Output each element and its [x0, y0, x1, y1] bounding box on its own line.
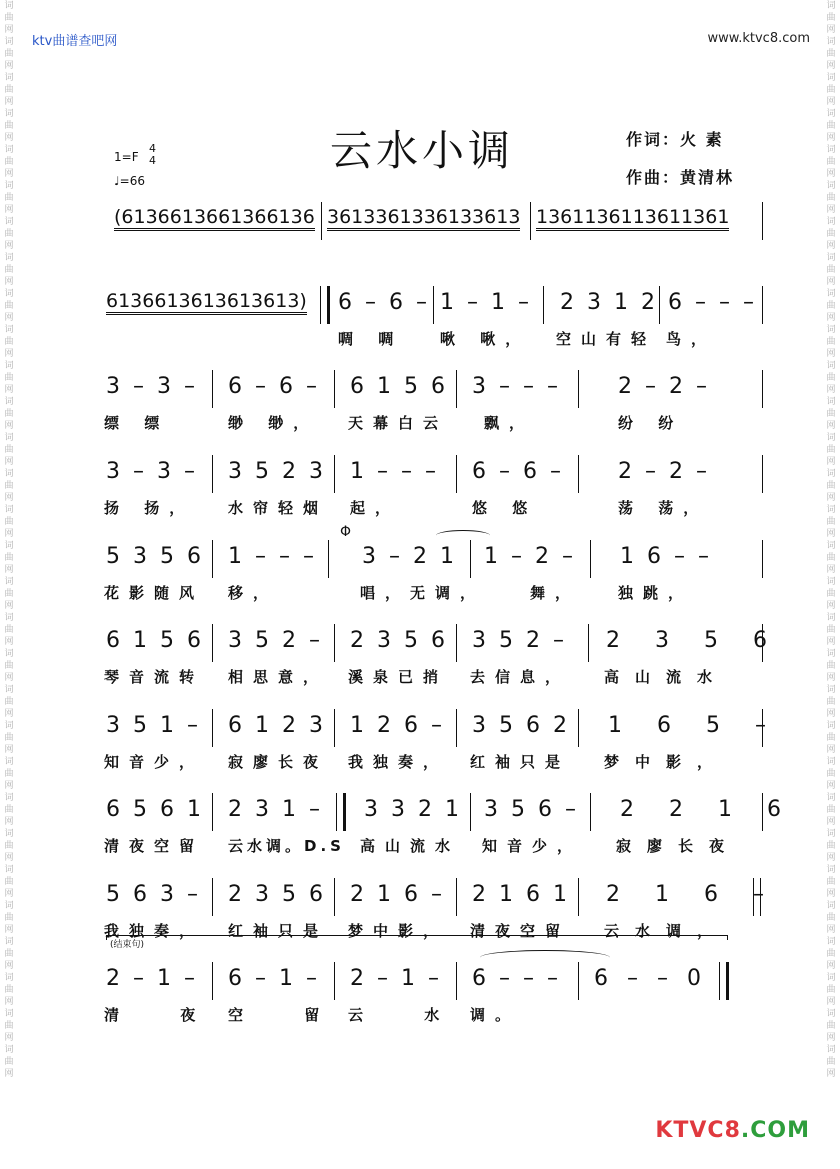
measure: 1 – – –	[350, 459, 439, 484]
lyric: 高山流水	[360, 837, 461, 855]
coda-bracket	[106, 935, 728, 940]
lyric: 扬 扬，	[104, 499, 195, 517]
lyric: 云水调。D.S	[228, 837, 345, 855]
music-row-7	[0, 797, 840, 857]
logo-tail: .COM	[740, 1118, 810, 1143]
measure: 6 – 6 –	[228, 374, 320, 399]
measure: 1 2 6 –	[350, 713, 445, 738]
lyric: 舞，	[530, 584, 581, 602]
lyric: 云 水	[348, 1006, 468, 1024]
measure: 3 – 2 1	[362, 544, 457, 569]
barline	[578, 962, 579, 1000]
barline	[543, 286, 544, 324]
lyric: 知音少，	[482, 837, 583, 855]
measure: 1 – 1 –	[440, 290, 532, 315]
intro-bar-1: (6136613661366136	[114, 206, 315, 231]
measure: 3 5 2 –	[228, 628, 323, 653]
logo-main: KTVC8	[655, 1118, 741, 1143]
measure: 2 3 5 6	[606, 628, 781, 653]
barline	[762, 793, 763, 831]
music-row-5	[0, 628, 840, 688]
barline	[578, 709, 579, 747]
music-row-9	[0, 966, 840, 1026]
barline	[456, 455, 457, 493]
lyric: 纷 纷	[618, 414, 684, 432]
measure: 1 6 5 –	[608, 713, 780, 738]
lyric: 清 夜	[104, 1006, 224, 1024]
intro-bar-4: 6136613613613613)	[106, 290, 307, 315]
lyric: 云水调，	[604, 922, 729, 940]
barline	[433, 286, 434, 324]
music-row-8	[0, 882, 840, 942]
lyric: 我独奏，	[104, 922, 205, 940]
intro-line-1	[0, 206, 840, 266]
barline	[334, 624, 335, 662]
music-row-3	[0, 459, 840, 519]
barline	[456, 878, 457, 916]
measure: 3 5 2 3	[228, 459, 326, 484]
lyric: 溪泉已捎	[348, 668, 449, 686]
lyric: 移，	[228, 584, 279, 602]
repeat-barline	[320, 286, 330, 324]
measure: 2 1 6 –	[606, 882, 778, 907]
lyric: 寂廖长夜	[228, 753, 329, 771]
lyric: 鸟，	[666, 330, 717, 348]
lyric: 清夜空留	[104, 837, 205, 855]
lyric: 红袖只是	[470, 753, 571, 771]
barline	[456, 962, 457, 1000]
barline	[590, 793, 591, 831]
intro-bar-3: 1361136113611361	[536, 206, 729, 231]
lyric: 起，	[350, 499, 401, 517]
repeat-end-barline	[336, 793, 346, 831]
barline	[590, 540, 591, 578]
measure: 6 1 5 6	[350, 374, 448, 399]
barline	[456, 624, 457, 662]
barline	[321, 202, 322, 240]
lyric: 空山有轻	[556, 330, 657, 348]
site-url: www.ktvc8.com	[707, 31, 810, 46]
barline	[530, 202, 531, 240]
music-row-1	[0, 290, 840, 350]
measure: 6 – – 0	[594, 966, 707, 991]
measure: 5 3 5 6	[106, 544, 204, 569]
measure: 2 1 6 1	[472, 882, 570, 907]
measure: 2 – 1 –	[106, 966, 198, 991]
lyric: 空 留	[228, 1006, 348, 1024]
site-name: ktv曲谱查吧网	[32, 34, 118, 49]
barline	[212, 962, 213, 1000]
time-top: 4	[149, 142, 156, 155]
barline	[212, 878, 213, 916]
music-row-2	[0, 374, 840, 434]
double-barline	[753, 878, 761, 916]
barline	[762, 624, 763, 662]
lyric: 啾 啾，	[440, 330, 531, 348]
side-watermark-left: 词曲网词曲网词曲网词曲网词曲网词曲网词曲网词曲网词曲网词曲网词曲网词曲网词曲网词曲网词曲网词曲网词曲网词曲网词曲网词曲网词曲网词曲网词曲网词曲网词曲网词曲网词曲网词曲网词曲网词曲网	[4, 1, 14, 1079]
barline	[762, 455, 763, 493]
lyric: 我独奏，	[348, 753, 449, 771]
barline	[578, 370, 579, 408]
music-row-6	[0, 713, 840, 773]
lyric: 相思意，	[228, 668, 329, 686]
lyric: 水帘轻烟	[228, 499, 329, 517]
measure: 2 3 1 –	[228, 797, 323, 822]
lyric: 缈 缈，	[228, 414, 319, 432]
barline	[212, 709, 213, 747]
lyric: 清夜空留	[470, 922, 571, 940]
side-watermark-right: 词曲网词曲网词曲网词曲网词曲网词曲网词曲网词曲网词曲网词曲网词曲网词曲网词曲网词曲网词曲网词曲网词曲网词曲网词曲网词曲网词曲网词曲网词曲网词曲网词曲网词曲网词曲网词曲网词曲网词曲网	[826, 1, 836, 1079]
measure: 1 – 2 –	[484, 544, 576, 569]
lyric: 唱，无调，	[360, 584, 486, 602]
lyric: 高山流水	[604, 668, 729, 686]
measure: 2 – 2 –	[618, 459, 710, 484]
barline	[334, 878, 335, 916]
barline	[762, 202, 763, 240]
measure: 2 3 5 6	[350, 628, 448, 653]
intro-bar-2: 3613361336133613	[327, 206, 520, 231]
barline	[578, 455, 579, 493]
final-barline	[719, 962, 729, 1000]
measure: 3 – 3 –	[106, 459, 198, 484]
barline	[328, 540, 329, 578]
time-signature	[149, 143, 156, 167]
measure: 3 – 3 –	[106, 374, 198, 399]
lyric: 缥 缥	[104, 414, 170, 432]
measure: 6 – 6 –	[472, 459, 564, 484]
measure: 6 – 1 –	[228, 966, 320, 991]
tempo-mark: ♩=66	[114, 174, 145, 188]
barline	[212, 540, 213, 578]
lyric: 红袖只是	[228, 922, 329, 940]
barline	[762, 540, 763, 578]
measure: 6 5 6 1	[106, 797, 204, 822]
ktvc8-logo	[655, 1118, 810, 1143]
measure: 3 5 1 –	[106, 713, 201, 738]
barline	[334, 709, 335, 747]
measure: 1 6 – –	[620, 544, 712, 569]
lyric: 寂廖长夜	[616, 837, 741, 855]
lyric: 荡 荡，	[618, 499, 709, 517]
barline	[762, 286, 763, 324]
song-title: 云水小调	[330, 126, 515, 175]
coda-note: (结束句)	[110, 940, 145, 950]
barline	[456, 709, 457, 747]
lyricist: 作词：火 素	[626, 130, 724, 149]
barline	[659, 286, 660, 324]
time-bottom: 4	[149, 154, 156, 167]
barline	[334, 370, 335, 408]
measure: 1 – – –	[228, 544, 317, 569]
measure: 6 – – –	[668, 290, 757, 315]
lyric: 梦中影，	[604, 753, 729, 771]
tie-arc	[436, 530, 490, 541]
lyric: 调。	[470, 1006, 521, 1024]
measure: 5 6 3 –	[106, 882, 201, 907]
barline	[212, 455, 213, 493]
measure: 6 1 2 3	[228, 713, 326, 738]
barline	[212, 624, 213, 662]
barline	[212, 793, 213, 831]
measure: 2 1 6 –	[350, 882, 445, 907]
lyric: 飘，	[484, 414, 535, 432]
barline	[578, 878, 579, 916]
barline	[212, 370, 213, 408]
barline	[470, 793, 471, 831]
measure: 3 – – –	[472, 374, 561, 399]
measure: 2 – 2 –	[618, 374, 710, 399]
barline	[588, 624, 589, 662]
lyric: 知音少，	[104, 753, 205, 771]
barline	[762, 370, 763, 408]
measure: 3 5 2 –	[472, 628, 567, 653]
measure: 3 3 2 1	[364, 797, 462, 822]
lyric: 悠 悠	[472, 499, 538, 517]
lyric: 琴音流转	[104, 668, 205, 686]
measure: 6 – 6 –	[338, 290, 430, 315]
lyric: 花影随风	[104, 584, 205, 602]
coda-sign: Φ	[340, 524, 355, 540]
measure: 3 5 6 –	[484, 797, 579, 822]
lyric: 梦中影，	[348, 922, 449, 940]
measure: 2 – 1 –	[350, 966, 442, 991]
measure: 6 1 5 6	[106, 628, 204, 653]
lyric: 天幕白云	[348, 414, 449, 432]
lyric: 去信息，	[470, 668, 571, 686]
measure: 2 3 5 6	[228, 882, 326, 907]
measure: 2 2 1 6	[620, 797, 795, 822]
measure: 3 5 6 2	[472, 713, 570, 738]
barline	[762, 709, 763, 747]
composer: 作曲：黄清林	[626, 168, 735, 187]
key-signature: 1=F	[114, 150, 139, 164]
barline	[456, 370, 457, 408]
measure: 6 – – –	[472, 966, 561, 991]
music-row-4	[0, 524, 840, 604]
barline	[470, 540, 471, 578]
barline	[334, 455, 335, 493]
lyric: 啁 啁	[338, 330, 404, 348]
measure: 2 3 1 2	[560, 290, 658, 315]
tie-arc	[480, 950, 610, 965]
barline	[334, 962, 335, 1000]
lyric: 独跳，	[618, 584, 694, 602]
